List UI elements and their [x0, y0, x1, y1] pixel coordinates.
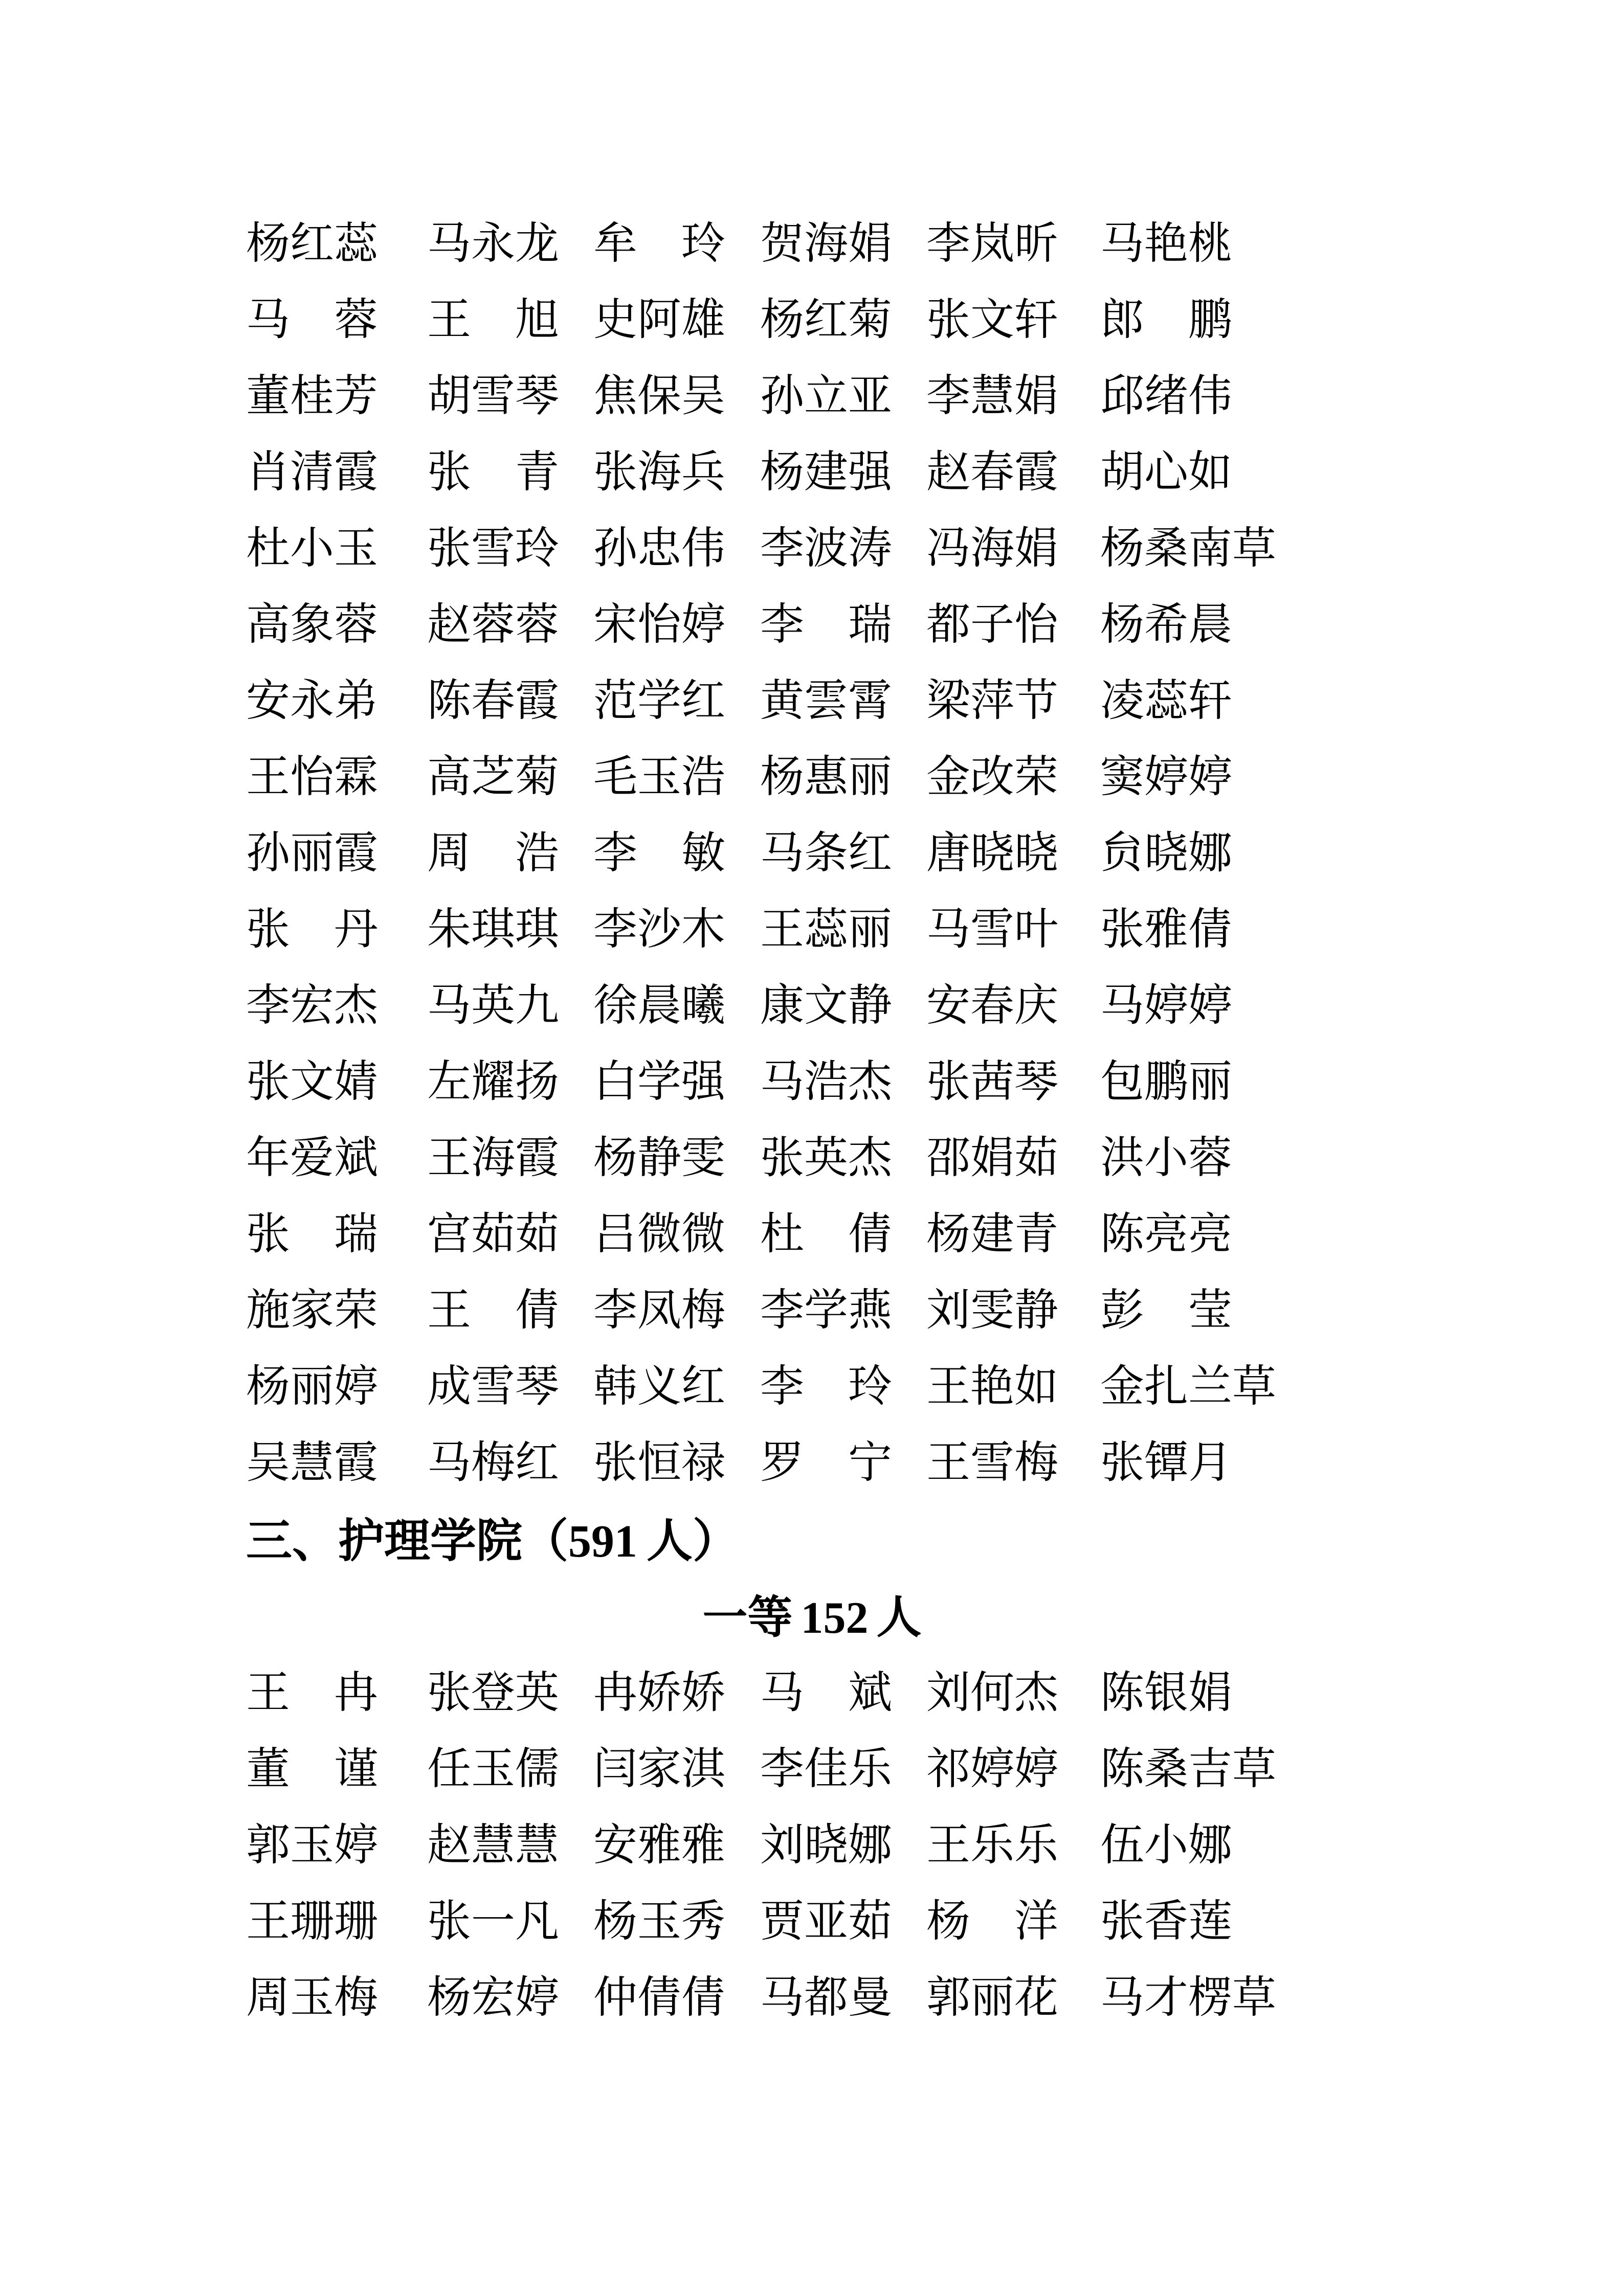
person-name: 王 冉	[246, 1668, 378, 1717]
person-name: 马才楞草	[1100, 1973, 1276, 2022]
person-name: 王蕊丽	[760, 905, 892, 954]
section-count: 591	[568, 1516, 637, 1567]
person-name: 洪小蓉	[1100, 1133, 1232, 1182]
person-name: 马雪叶	[926, 905, 1058, 954]
person-name: 孙丽霞	[246, 828, 378, 877]
person-name: 张 瑞	[246, 1209, 378, 1258]
person-name: 祁婷婷	[926, 1744, 1058, 1793]
person-name: 肖清霞	[246, 447, 378, 497]
person-name: 张恒禄	[593, 1438, 725, 1487]
person-name: 韩义红	[593, 1362, 725, 1411]
person-name: 王珊珊	[246, 1897, 378, 1946]
person-name: 马永龙	[427, 219, 559, 268]
person-name: 李 玲	[760, 1362, 892, 1411]
person-name: 杜小玉	[246, 524, 378, 573]
person-name: 康文静	[760, 981, 892, 1030]
person-name: 毛玉浩	[593, 752, 725, 801]
person-name: 李学燕	[760, 1286, 892, 1335]
person-name: 马英九	[427, 981, 559, 1030]
person-name: 金改荣	[926, 752, 1058, 801]
person-name: 马浩杰	[760, 1057, 892, 1106]
person-name: 马梅红	[427, 1438, 559, 1487]
person-name: 范学红	[593, 676, 725, 725]
person-name: 李慧娟	[926, 371, 1058, 420]
person-name: 杨希晨	[1100, 600, 1232, 649]
person-name: 张 青	[427, 447, 559, 497]
person-name: 李 瑞	[760, 600, 892, 649]
person-name: 刘雯静	[926, 1286, 1058, 1335]
person-name: 伍小娜	[1100, 1820, 1232, 1870]
person-name: 孙忠伟	[593, 524, 725, 573]
person-name: 马条红	[760, 828, 892, 877]
person-name: 罗 宁	[760, 1438, 892, 1487]
person-name: 贺海娟	[760, 219, 892, 268]
person-name: 冉娇娇	[593, 1668, 725, 1717]
person-name: 李佳乐	[760, 1744, 892, 1793]
person-name: 左耀扬	[427, 1057, 559, 1106]
grade-heading	[0, 1594, 1624, 1642]
person-name: 凌蕊轩	[1100, 676, 1232, 725]
person-name: 金扎兰草	[1100, 1362, 1276, 1411]
person-name: 成雪琴	[427, 1362, 559, 1411]
person-name: 高象蓉	[246, 600, 378, 649]
grade-label: 一等	[702, 1592, 793, 1642]
person-name: 高芝菊	[427, 752, 559, 801]
person-name: 孙立亚	[760, 371, 892, 420]
person-name: 王 倩	[427, 1286, 559, 1335]
person-name: 张一凡	[427, 1897, 559, 1946]
person-name: 安春庆	[926, 981, 1058, 1030]
person-name: 闫家淇	[593, 1744, 725, 1793]
person-name: 李岚昕	[926, 219, 1058, 268]
person-name: 张雪玲	[427, 524, 559, 573]
person-name: 陈春霞	[427, 676, 559, 725]
person-name: 杨 洋	[926, 1897, 1058, 1946]
person-name: 朱琪琪	[427, 905, 559, 954]
person-name: 白学强	[593, 1057, 725, 1106]
person-name: 胡雪琴	[427, 371, 559, 420]
person-name: 张茜琴	[926, 1057, 1058, 1106]
person-name: 张文婧	[246, 1057, 378, 1106]
person-name: 施家荣	[246, 1286, 378, 1335]
person-name: 李沙木	[593, 905, 725, 954]
person-name: 张英杰	[760, 1133, 892, 1182]
person-name: 刘何杰	[926, 1668, 1058, 1717]
person-name: 周玉梅	[246, 1973, 378, 2022]
person-name: 年爱斌	[246, 1133, 378, 1182]
person-name: 杨建强	[760, 447, 892, 497]
paren-open: （	[522, 1516, 568, 1567]
person-name: 吴慧霞	[246, 1438, 378, 1487]
person-name: 梁萍节	[926, 676, 1058, 725]
person-name: 冯海娟	[926, 524, 1058, 573]
person-name: 陈桑吉草	[1100, 1744, 1276, 1793]
person-name: 赵慧慧	[427, 1820, 559, 1870]
person-name: 杨红蕊	[246, 219, 378, 268]
person-name: 宫茹茹	[427, 1209, 559, 1258]
person-name: 张香莲	[1100, 1897, 1232, 1946]
person-name: 杨丽婷	[246, 1362, 378, 1411]
person-name: 宋怡婷	[593, 600, 725, 649]
person-name: 焦保吴	[593, 371, 725, 420]
person-name: 马艳桃	[1100, 219, 1232, 268]
person-name: 马婷婷	[1100, 981, 1232, 1030]
person-name: 赵蓉蓉	[427, 600, 559, 649]
person-name: 包鹏丽	[1100, 1057, 1232, 1106]
section-title: 护理学院	[338, 1516, 522, 1567]
person-name: 刘晓娜	[760, 1820, 892, 1870]
person-name: 杨建青	[926, 1209, 1058, 1258]
paren-close: ）	[693, 1516, 739, 1567]
person-name: 徐晨曦	[593, 981, 725, 1030]
person-name: 马 蓉	[246, 295, 378, 344]
person-name: 王艳如	[926, 1362, 1058, 1411]
person-name: 王雪梅	[926, 1438, 1058, 1487]
person-name: 杨宏婷	[427, 1973, 559, 2022]
person-name: 张登英	[427, 1668, 559, 1717]
person-name: 仲倩倩	[593, 1973, 725, 2022]
person-name: 郎 鹏	[1100, 295, 1232, 344]
person-name: 李波涛	[760, 524, 892, 573]
person-name: 张雅倩	[1100, 905, 1232, 954]
section-heading	[246, 1517, 739, 1566]
person-name: 陈亮亮	[1100, 1209, 1232, 1258]
section-numbering: 三、	[246, 1516, 338, 1567]
person-name: 杜 倩	[760, 1209, 892, 1258]
person-name: 陈银娟	[1100, 1668, 1232, 1717]
person-name: 张文轩	[926, 295, 1058, 344]
person-name: 黄雲霄	[760, 676, 892, 725]
person-name: 董桂芳	[246, 371, 378, 420]
person-name: 贠晓娜	[1100, 828, 1232, 877]
person-name: 董 谨	[246, 1744, 378, 1793]
person-name: 马都曼	[760, 1973, 892, 2022]
person-name: 邵娟茹	[926, 1133, 1058, 1182]
person-name: 郭玉婷	[246, 1820, 378, 1870]
person-name: 史阿雄	[593, 295, 725, 344]
person-name: 牟 玲	[593, 219, 725, 268]
person-name: 王乐乐	[926, 1820, 1058, 1870]
person-name: 安雅雅	[593, 1820, 725, 1870]
person-name: 安永弟	[246, 676, 378, 725]
person-name: 赵春霞	[926, 447, 1058, 497]
person-name: 任玉儒	[427, 1744, 559, 1793]
grade-count: 152	[800, 1593, 869, 1643]
person-name: 胡心如	[1100, 447, 1232, 497]
person-name: 吕微微	[593, 1209, 725, 1258]
person-name: 王 旭	[427, 295, 559, 344]
person-name: 周 浩	[427, 828, 559, 877]
person-name: 王怡霖	[246, 752, 378, 801]
person-name: 杨静雯	[593, 1133, 725, 1182]
person-name: 杨桑南草	[1100, 524, 1276, 573]
person-name: 窦婷婷	[1100, 752, 1232, 801]
person-name: 李凤梅	[593, 1286, 725, 1335]
person-name: 李 敏	[593, 828, 725, 877]
person-name: 王海霞	[427, 1133, 559, 1182]
section-count-unit: 人	[647, 1516, 693, 1567]
person-name: 杨惠丽	[760, 752, 892, 801]
person-name: 杨红菊	[760, 295, 892, 344]
person-name: 杨玉秀	[593, 1897, 725, 1946]
person-name: 郭丽花	[926, 1973, 1058, 2022]
person-name: 邱绪伟	[1100, 371, 1232, 420]
person-name: 张海兵	[593, 447, 725, 497]
person-name: 彭 莹	[1100, 1286, 1232, 1335]
person-name: 都子怡	[926, 600, 1058, 649]
person-name: 马 斌	[760, 1668, 892, 1717]
person-name: 贾亚茹	[760, 1897, 892, 1946]
person-name: 张 丹	[246, 905, 378, 954]
grade-count-unit: 人	[876, 1592, 922, 1642]
person-name: 李宏杰	[246, 981, 378, 1030]
person-name: 唐晓晓	[926, 828, 1058, 877]
person-name: 张镡月	[1100, 1438, 1232, 1487]
